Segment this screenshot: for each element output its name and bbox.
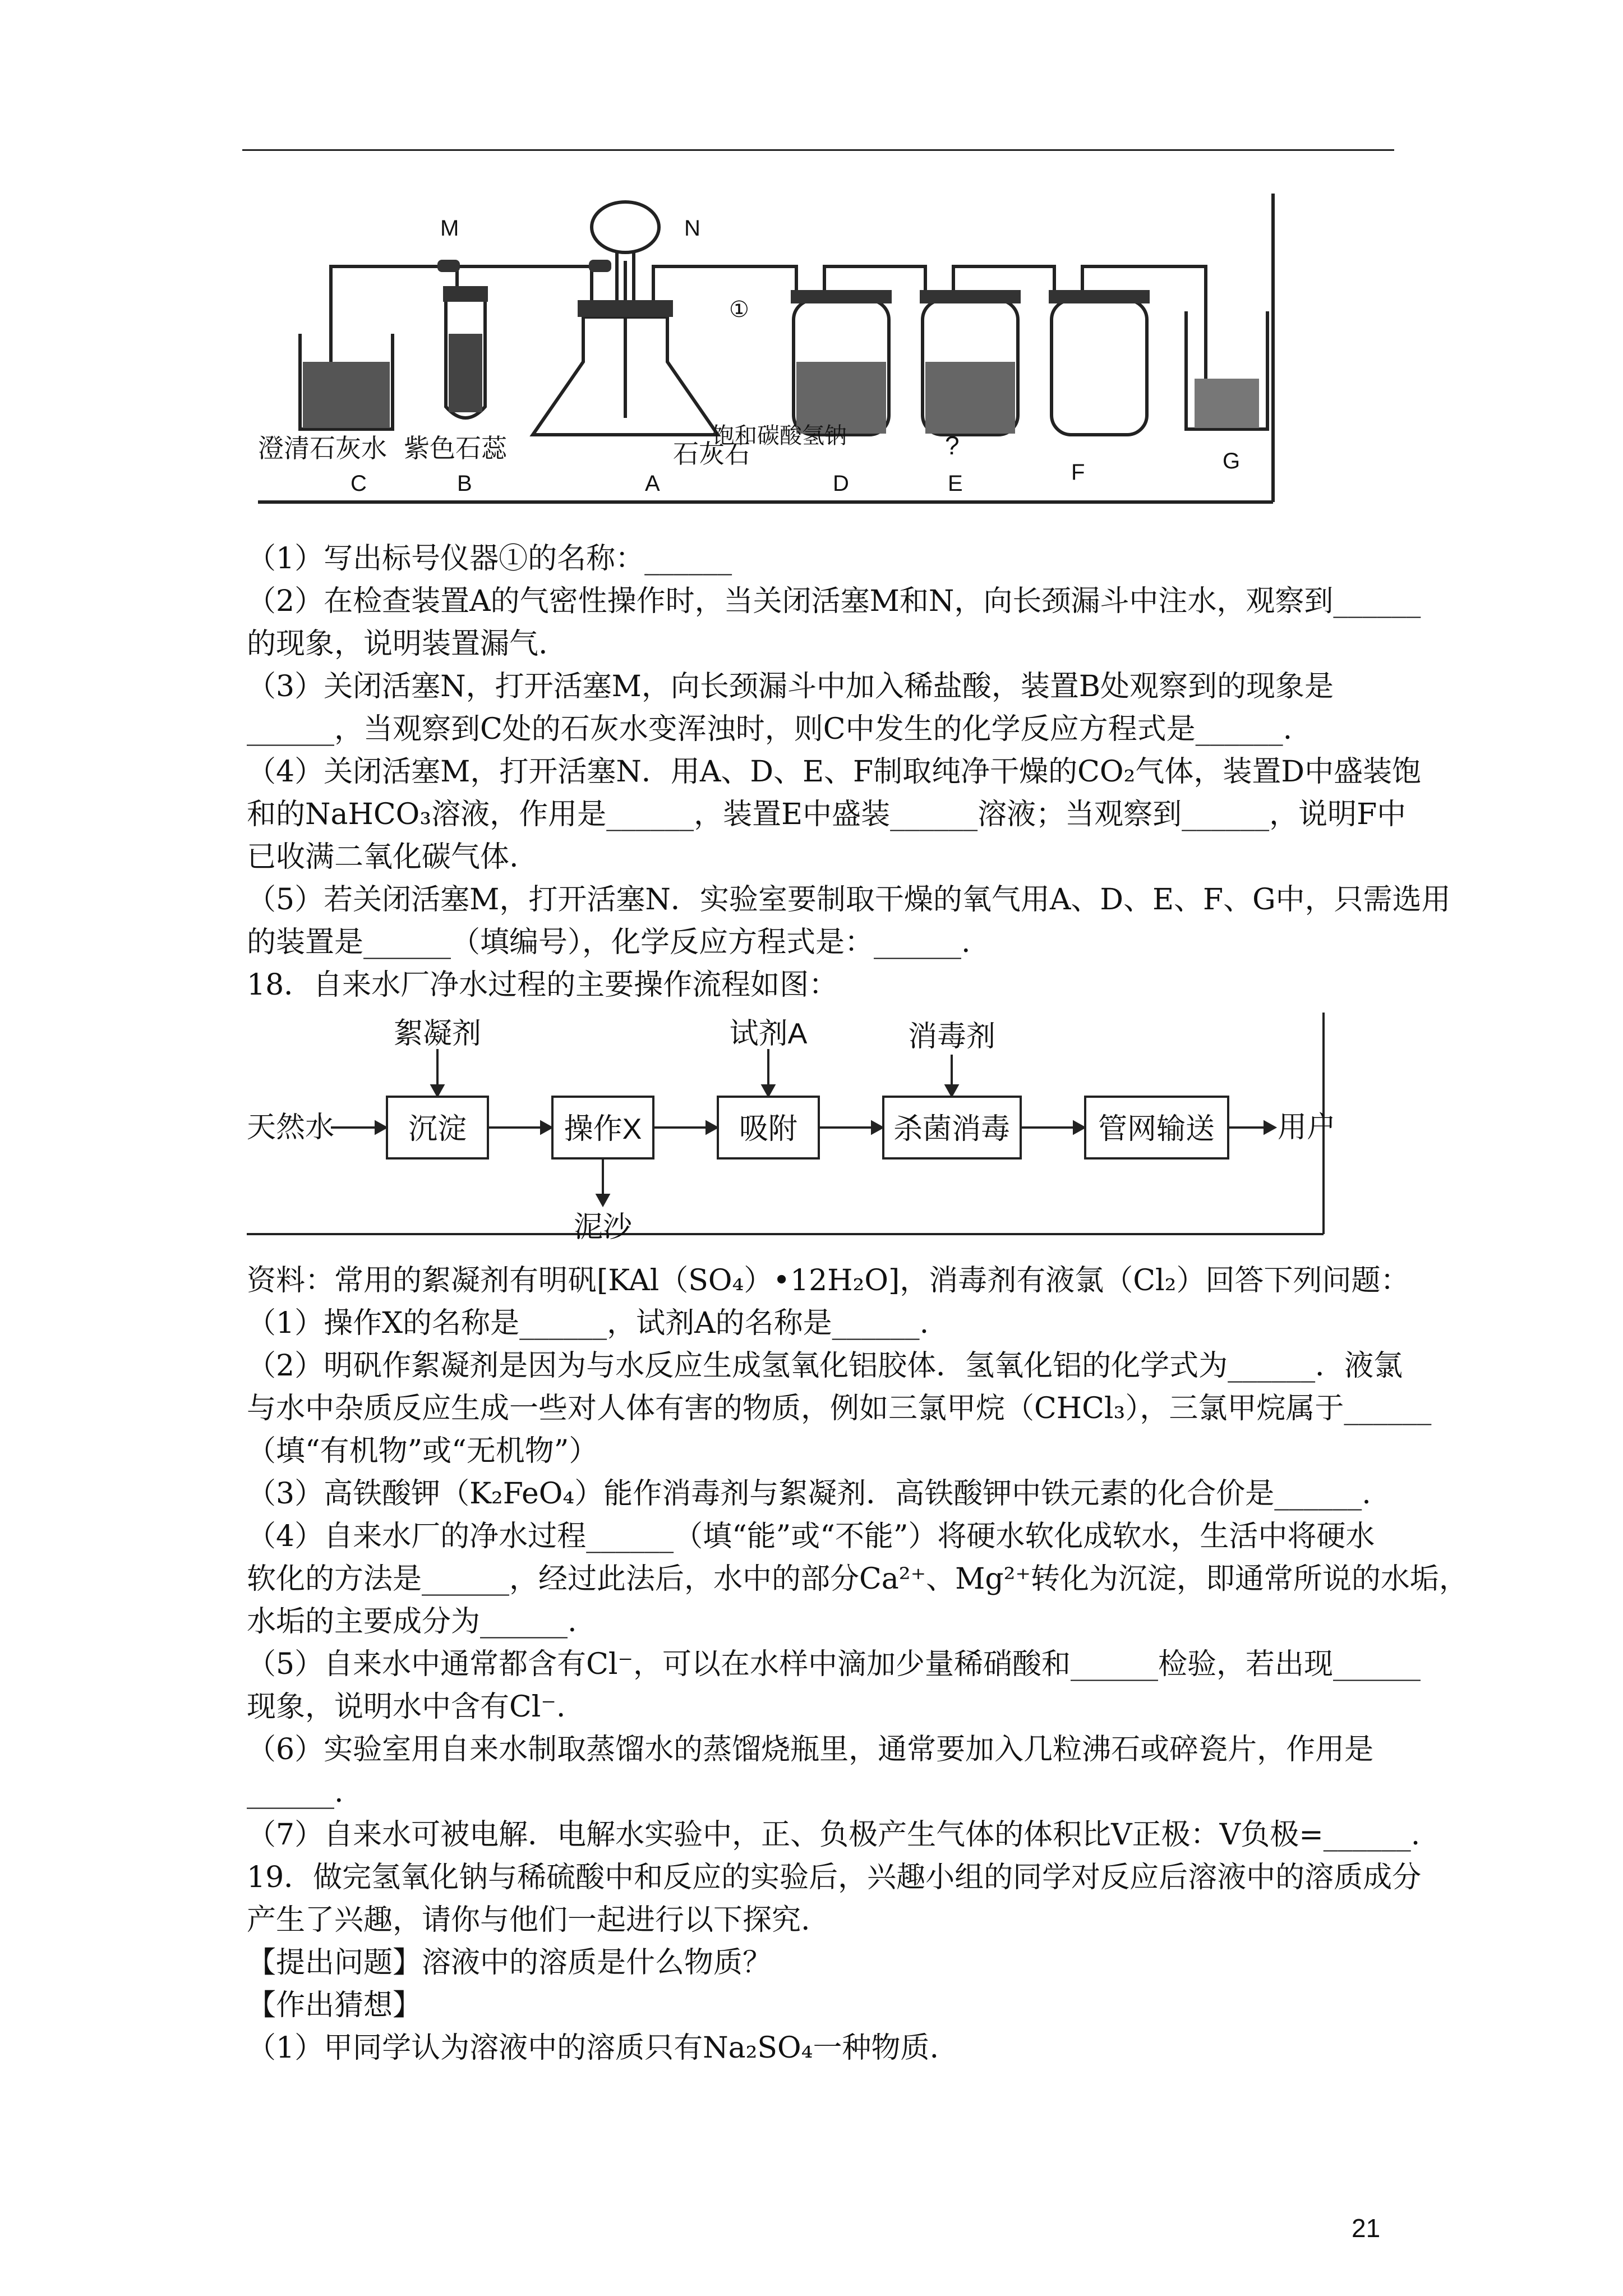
flow-step: 沉淀 (408, 1113, 467, 1145)
q17-line: ______，当观察到C处的石灰水变浑浊时，则C中发生的化学反应方程式是______. (247, 712, 1293, 746)
g-letter: G (1223, 449, 1241, 473)
q19-line: 19．做完氢氧化钠与稀硫酸中和反应的实验后，兴趣小组的同学对反应后溶液中的溶质成分 (247, 1861, 1422, 1894)
c-name-label: 澄清石灰水 (258, 434, 387, 463)
q18-line: （7）自来水可被电解．电解水实验中，正、负极产生气体的体积比V正极：V负极=______. (247, 1818, 1421, 1852)
q17-line: （4）关闭活塞M，打开活塞N．用A、D、E、F制取纯净干燥的CO₂气体，装置D中盛装饱 (247, 755, 1422, 789)
a-letter: A (645, 471, 660, 496)
d-letter: D (833, 471, 849, 496)
page-number: 21 (1352, 2214, 1381, 2243)
q17-line: 和的NaHCO₃溶液，作用是______，装置E中盛装______溶液；当观察到______，说明F中 (247, 798, 1407, 831)
flow-input: 天然水 (247, 1111, 335, 1144)
q18-line: 现象，说明水中含有Cl⁻. (247, 1690, 566, 1724)
q18-line: ______. (247, 1775, 344, 1809)
q17-line: （5）若关闭活塞M，打开活塞N．实验室要制取干燥的氧气用A、D、E、F、G中，只需选用 (247, 883, 1451, 917)
question-17-text (247, 537, 1451, 1006)
valve-m-label: M (440, 216, 459, 241)
q18-line: 与水中杂质反应生成一些对人体有害的物质，例如三氯甲烷（CHCl₃），三氯甲烷属于______ (247, 1392, 1432, 1425)
q19-line: 产生了兴趣，请你与他们一起进行以下探究. (247, 1903, 810, 1937)
flow-step: 杀菌消毒 (893, 1113, 1011, 1145)
b-letter: B (457, 471, 472, 496)
q17-line: 的装置是______（填编号），化学反应方程式是：______. (247, 926, 971, 959)
q18-line: 水垢的主要成分为______. (247, 1605, 577, 1639)
flow-step: 吸附 (739, 1113, 798, 1145)
q19-line: 【提出问题】溶液中的溶质是什么物质？ (247, 1946, 772, 1980)
q17-line: （2）在检查装置A的气密性操作时，当关闭活塞M和N，向长颈漏斗中注水，观察到______ (247, 585, 1421, 618)
sediment-label: 泥沙 (573, 1211, 633, 1244)
q18-line: （填“有机物”或“无机物”） (247, 1434, 598, 1468)
q19-line: 【作出猜想】 (247, 1989, 422, 2022)
q18-line: （2）明矾作絮凝剂是因为与水反应生成氢氧化铝胶体．氢氧化铝的化学式为______．液氯 (247, 1349, 1403, 1383)
q19-line: （1）甲同学认为溶液中的溶质只有Na₂SO₄一种物质. (247, 2031, 939, 2065)
f-letter: F (1071, 460, 1085, 485)
header-rule (242, 149, 1394, 151)
flow-step: 管网输送 (1098, 1113, 1215, 1145)
q18-line: （5）自来水中通常都含有Cl⁻，可以在水样中滴加少量稀硝酸和______检验，若出现______ (247, 1648, 1421, 1681)
q17-line: 已收满二氧化碳气体. (247, 840, 519, 874)
q18-heading: 18．自来水厂净水过程的主要操作流程如图： (247, 968, 838, 1002)
e-letter: E (948, 471, 963, 496)
disinfectant-label: 消毒剂 (907, 1020, 996, 1053)
question-18-19-text (247, 1259, 1468, 2069)
q17-line: 的现象，说明装置漏气. (247, 627, 548, 661)
reagent-a-label: 试剂A (729, 1018, 808, 1050)
flocculant-label: 絮凝剂 (393, 1018, 482, 1050)
q18-line: （4）自来水厂的净水过程______（填“能”或“不能”）将硬水软化成软水，生活中将硬水 (247, 1520, 1375, 1553)
q18-line: （3）高铁酸钾（K₂FeO₄）能作消毒剂与絮凝剂．高铁酸钾中铁元素的化合价是______. (247, 1477, 1371, 1511)
q18-line: 资料：常用的絮凝剂有明矾[KAl（SO₄）•12H₂O]，消毒剂有液氯（Cl₂）回答下列问题： (247, 1264, 1410, 1297)
q17-line: （1）写出标号仪器①的名称：______ (247, 542, 732, 576)
c-letter: C (351, 471, 367, 496)
apparatus-diagram (258, 194, 1295, 508)
marker-1-label: ① (729, 297, 749, 322)
q17-line: （3）关闭活塞N，打开活塞M，向长颈漏斗中加入稀盐酸，装置B处观察到的现象是 (247, 670, 1334, 703)
d-name-label: 饱和碳酸氢钠 (712, 424, 847, 448)
e-name-label: ? (945, 431, 960, 460)
q18-line: （6）实验室用自来水制取蒸馏水的蒸馏烧瓶里，通常要加入几粒沸石或碎瓷片，作用是 (247, 1733, 1374, 1766)
water-treatment-flowchart (247, 1013, 1374, 1245)
flow-output: 用户 (1278, 1111, 1336, 1144)
flow-step: 操作X (564, 1113, 642, 1145)
valve-n-label: N (684, 216, 700, 241)
a-name-label: 石灰石 (673, 439, 750, 468)
q18-line: （1）操作X的名称是______，试剂A的名称是______. (247, 1306, 929, 1340)
q18-line: 软化的方法是______，经过此法后，水中的部分Ca²⁺、Mg²⁺转化为沉淀，即通常所说的水垢， (247, 1562, 1468, 1596)
b-name-label: 紫色石蕊 (404, 434, 507, 463)
